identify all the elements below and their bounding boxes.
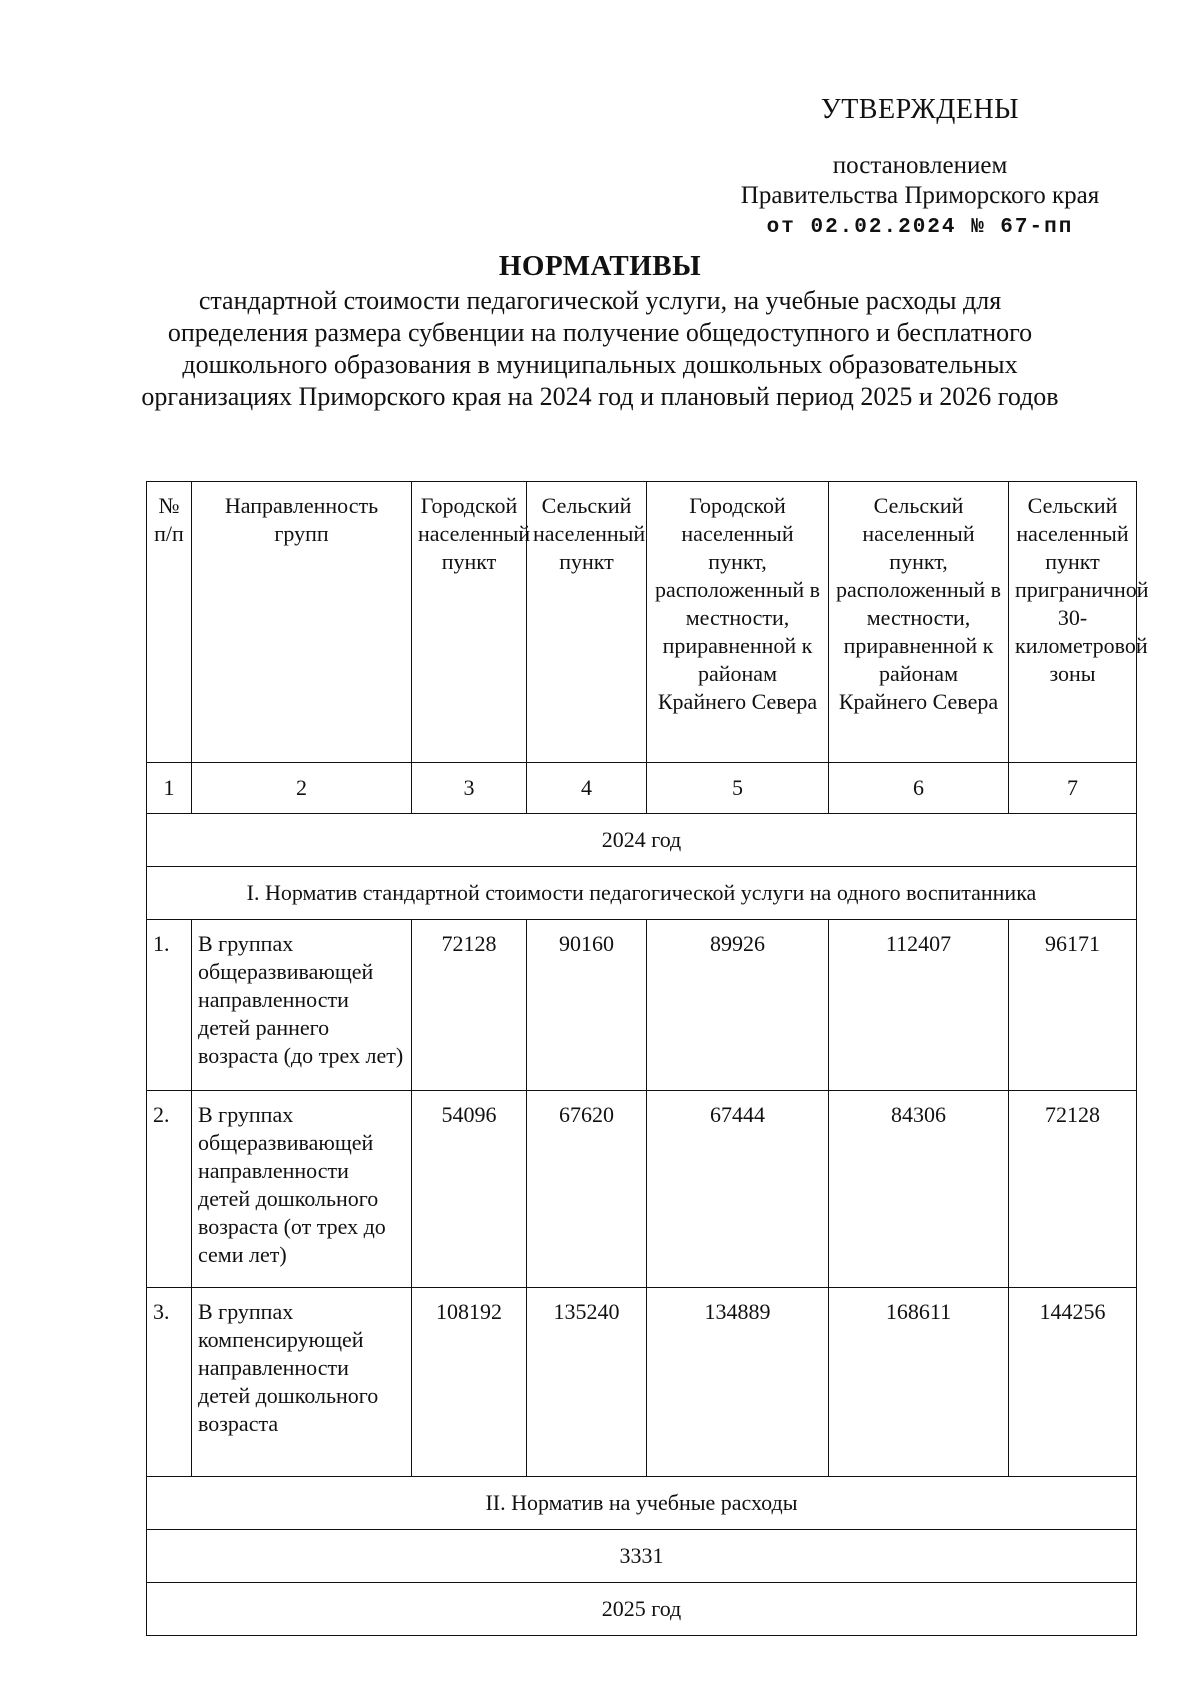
- row-value: 72128: [412, 920, 527, 1091]
- header-cell: Городской населенный пункт, расположенный в местности, приравненной к районам Крайнего Севера: [647, 482, 829, 763]
- header-cell: Сельский населенный пункт, расположенный в местности, приравненной к районам Крайнего Севера: [829, 482, 1009, 763]
- row-value: 134889: [647, 1288, 829, 1477]
- row-value: 67444: [647, 1091, 829, 1288]
- row-group: В группах компенсирующей направленности детей дошкольного возраста: [192, 1288, 412, 1477]
- row-value: 144256: [1009, 1288, 1137, 1477]
- row-number: 2.: [147, 1091, 192, 1288]
- header-cell: № п/п: [147, 482, 192, 763]
- approval-stamp: [705, 95, 1135, 243]
- row-value: 90160: [527, 920, 647, 1091]
- section-value-row: [147, 1530, 1137, 1583]
- column-number-row: [147, 763, 1137, 814]
- approval-date-number: от 02.02.2024 № 67-пп: [766, 216, 1074, 239]
- row-value: 112407: [829, 920, 1009, 1091]
- year-row-2024: [147, 814, 1137, 867]
- section-row: [147, 1477, 1137, 1530]
- row-value: 89926: [647, 920, 829, 1091]
- column-number: 2: [192, 763, 412, 814]
- row-value: 135240: [527, 1288, 647, 1477]
- header-cell: Городской населенный пункт: [412, 482, 527, 763]
- section-value: 3331: [147, 1530, 1137, 1583]
- column-number: 6: [829, 763, 1009, 814]
- row-value: 96171: [1009, 920, 1137, 1091]
- row-group: В группах общеразвивающей направленности детей раннего возраста (до трех лет): [192, 920, 412, 1091]
- table-row: [147, 1288, 1137, 1477]
- column-number: 5: [647, 763, 829, 814]
- row-number: 3.: [147, 1288, 192, 1477]
- year-row-2025: [147, 1583, 1137, 1636]
- section-row: [147, 867, 1137, 920]
- year-label: 2024 год: [147, 814, 1137, 867]
- norms-table: [146, 481, 1149, 1636]
- section-title: I. Норматив стандартной стоимости педагогической услуги на одного воспитанника: [147, 867, 1137, 920]
- row-number: 1.: [147, 920, 192, 1091]
- column-number: 4: [527, 763, 647, 814]
- row-value: 72128: [1009, 1091, 1137, 1288]
- document-subtitle: стандартной стоимости педагогической услуги, на учебные расходы для определения размера субвенции на получение общедоступного и бесплатного дошкольного образования в муниципальных дошкольных образовательных организациях Приморского края на 2024 год и плановый период 2025 и 2026 годов: [141, 286, 1059, 411]
- row-value: 168611: [829, 1288, 1009, 1477]
- approval-line-government: Правительства Приморского края: [740, 182, 1100, 209]
- row-value: 67620: [527, 1091, 647, 1288]
- table-row: [147, 920, 1137, 1091]
- row-value: 54096: [412, 1091, 527, 1288]
- approval-line-resolution: постановлением: [832, 152, 1008, 179]
- row-group: В группах общеразвивающей направленности детей дошкольного возраста (от трех до семи лет): [192, 1091, 412, 1288]
- column-number: 1: [147, 763, 192, 814]
- row-value: 84306: [829, 1091, 1009, 1288]
- header-cell: Сельский населенный пункт: [527, 482, 647, 763]
- document-title: НОРМАТИВЫ: [498, 250, 702, 282]
- table-header-row: [147, 482, 1137, 763]
- row-value: 108192: [412, 1288, 527, 1477]
- approval-heading: УТВЕРЖДЕНЫ: [820, 94, 1020, 125]
- table-row: [147, 1091, 1137, 1288]
- header-cell: Сельский населенный пункт приграничной 30-километровой зоны: [1009, 482, 1137, 763]
- header-cell: Направленность групп: [192, 482, 412, 763]
- column-number: 7: [1009, 763, 1137, 814]
- year-label: 2025 год: [147, 1583, 1137, 1636]
- section-title: II. Норматив на учебные расходы: [147, 1477, 1137, 1530]
- column-number: 3: [412, 763, 527, 814]
